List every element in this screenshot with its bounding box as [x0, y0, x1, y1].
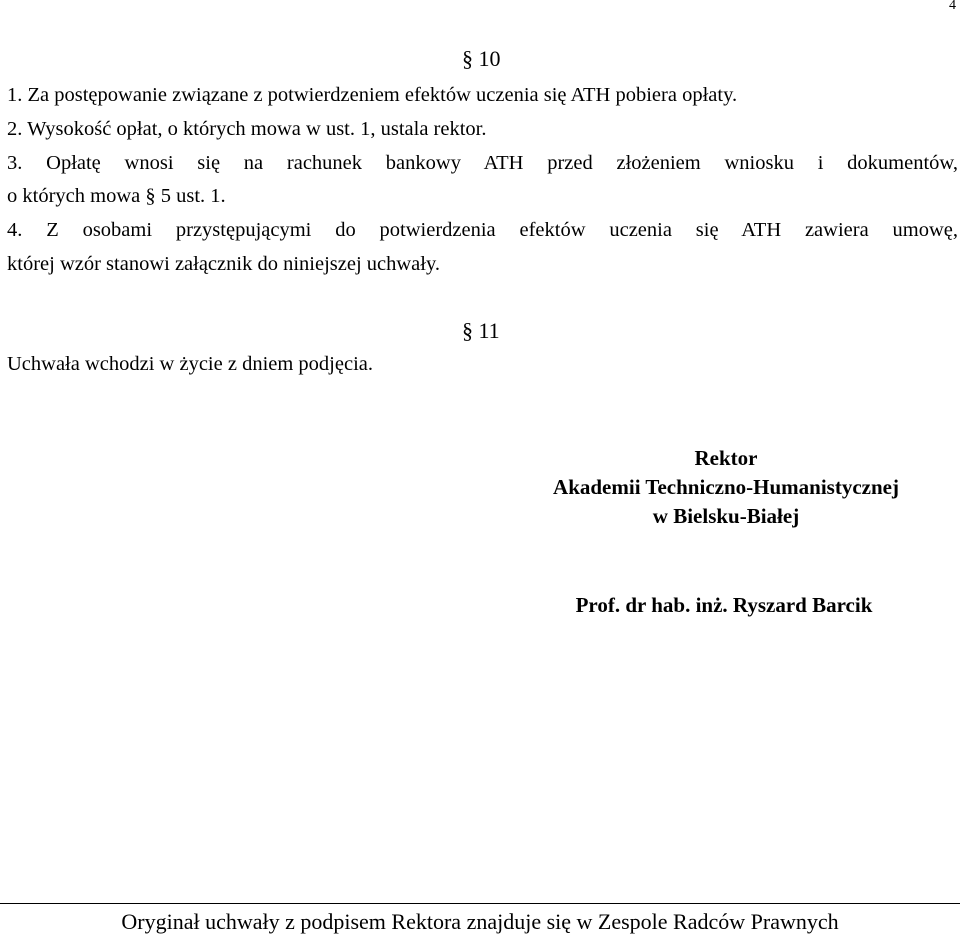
section-11-heading: § 11: [462, 318, 500, 343]
page-number: 4: [949, 0, 956, 13]
signature-block: [496, 444, 956, 531]
section-10-item-2: 2. Wysokość opłat, o których mowa w ust. 1, ustala rektor.: [7, 118, 487, 140]
section-10-item-4-line-2: której wzór stanowi załącznik do niniejszej uchwały.: [7, 253, 441, 275]
section-10-heading: § 10: [462, 46, 501, 71]
signatory-name: Prof. dr hab. inż. Ryszard Barcik: [575, 593, 873, 617]
section-10-item-1: 1. Za postępowanie związane z potwierdzeniem efektów uczenia się ATH pobiera opłaty.: [7, 84, 738, 106]
signature-city: w Bielsku-Białej: [652, 504, 800, 528]
section-10-item-3-line-1: 3. Opłatę wnosi się na rachunek bankowy ATH przed złożeniem wniosku i dokumentów,: [7, 152, 958, 174]
section-10-item-4-line-1: 4. Z osobami przystępującymi do potwierdzenia efektów uczenia się ATH zawiera umowę,: [7, 219, 958, 241]
footer-divider: [0, 903, 960, 904]
section-11-text: Uchwała wchodzi w życie z dniem podjęcia.: [7, 353, 373, 375]
section-10-item-3-line-2: o których mowa § 5 ust. 1.: [7, 185, 226, 207]
footer-note: Oryginał uchwały z podpisem Rektora znajduje się w Zespole Radców Prawnych: [121, 909, 839, 934]
signature-title: Rektor: [694, 446, 758, 470]
signature-institution: Akademii Techniczno-Humanistycznej: [553, 475, 899, 499]
